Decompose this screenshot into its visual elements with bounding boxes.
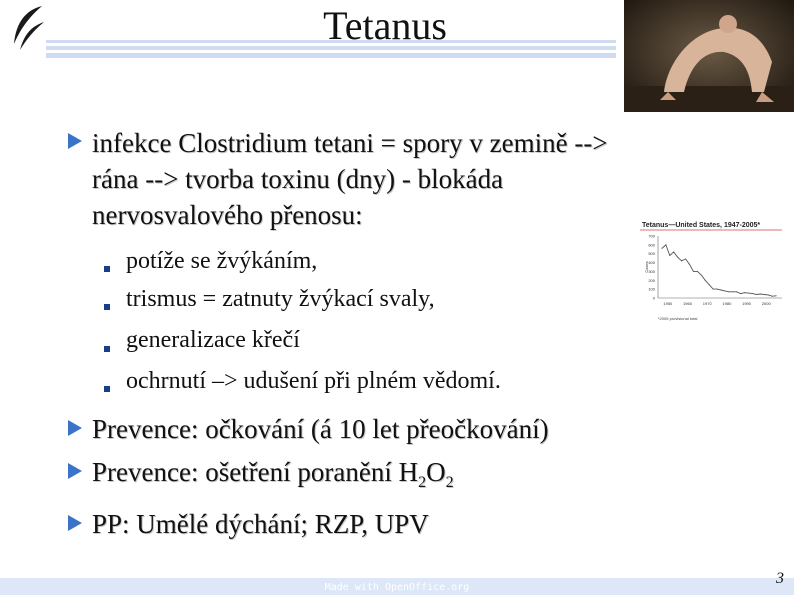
chart-footnote: *2005 provisional total [658, 316, 698, 321]
chart-data-point [665, 244, 666, 245]
bullet-text-prevence-osetreni: Prevence: ošetření poranění $H_2O_2$ [92, 457, 454, 491]
slide-title: Tetanus [323, 3, 447, 48]
bullet-square-icon [104, 346, 110, 352]
bullet-text-infekce-2: rána --> tvorba toxinu (dny) - blokáda [92, 164, 504, 194]
chart-data-point [752, 293, 753, 294]
sub-bullet-text: generalizace křečí [126, 327, 300, 353]
bullet-square-icon [104, 304, 110, 310]
footer-text: Made with OpenOffice.org [324, 582, 470, 593]
chart-data-point [669, 255, 670, 256]
chart-data-point [768, 294, 769, 295]
bullet-triangle-icon [68, 133, 82, 149]
bullet-text-prevence-ockovani: Prevence: očkování (á 10 let přeočkování) [92, 414, 549, 444]
chart-x-tick-label: 1970 [702, 301, 712, 306]
chart-data-point [673, 251, 674, 252]
chart-data-point [736, 291, 737, 292]
chart-data-point [685, 259, 686, 260]
chart-y-tick-label: 700 [648, 233, 655, 239]
bullet-triangle-icon [68, 420, 82, 436]
chart-data-point [677, 257, 678, 258]
bullet-square-icon [104, 386, 110, 392]
chart-y-tick-label: 400 [648, 260, 655, 266]
bullet-text-infekce-1: infekce Clostridium tetani = spory v zemině --> [92, 128, 608, 158]
chart-data-point [709, 284, 710, 285]
chart-data-point [693, 271, 694, 272]
bullet-text-infekce-3: nervosvalového přenosu: [92, 200, 363, 230]
chart-data-point [740, 293, 741, 294]
chart-series-line [662, 245, 776, 296]
chart-data-point [728, 291, 729, 292]
chart-data-point [748, 293, 749, 294]
chart-x-tick-label: 1990 [742, 301, 752, 306]
chart-data-point [772, 296, 773, 297]
chart-data-point [756, 294, 757, 295]
chart-data-point [713, 289, 714, 290]
chart-data-point [701, 274, 702, 275]
chart-data-point [717, 289, 718, 290]
sub-bullet-text: ochrnutí –> udušení při plném vědomí. [126, 368, 501, 394]
chart-y-tick-label: 500 [648, 251, 655, 257]
chart-data-point [689, 264, 690, 265]
chart-data-point [720, 290, 721, 291]
chart-x-tick-label: 1950 [663, 301, 673, 306]
chart-y-tick-label: 200 [648, 277, 655, 283]
chart-x-tick-label: 1960 [683, 301, 692, 306]
opisthotonus-painting [624, 0, 794, 112]
chart-data-point [744, 292, 745, 293]
chart-y-axis-label: Cases [644, 261, 649, 273]
sub-bullet-text: potíže se žvýkáním, [126, 248, 318, 274]
chart-x-tick-label: 1980 [722, 301, 732, 306]
chart-data-point [661, 248, 662, 249]
chart-data-point [724, 290, 725, 291]
chart-data-point [760, 294, 761, 295]
chart-data-point [764, 294, 765, 295]
chart-data-point [681, 260, 682, 261]
tetanus-chart [636, 220, 786, 330]
bullet-triangle-icon [68, 463, 82, 479]
bullet-square-icon [104, 266, 110, 272]
chart-x-tick-label: 2000 [761, 301, 771, 306]
page-number: 3 [776, 570, 784, 587]
chart-y-tick-label: 600 [648, 242, 655, 248]
bullet-triangle-icon [68, 515, 82, 531]
chart-data-point [732, 291, 733, 292]
chart-data-point [705, 280, 706, 281]
bullet-text-pp: PP: Umělé dýchání; RZP, UPV [92, 509, 429, 539]
sub-bullet-text: trismus = zatnuty žvýkací svaly, [126, 286, 435, 312]
chart-data-point [776, 295, 777, 296]
chart-y-tick-label: 300 [648, 268, 655, 274]
chart-y-tick-label: 0 [652, 295, 655, 301]
chart-y-tick-label: 100 [648, 286, 655, 292]
chart-title: Tetanus—United States, 1947-2005* [642, 222, 761, 229]
chart-data-point [697, 271, 698, 272]
